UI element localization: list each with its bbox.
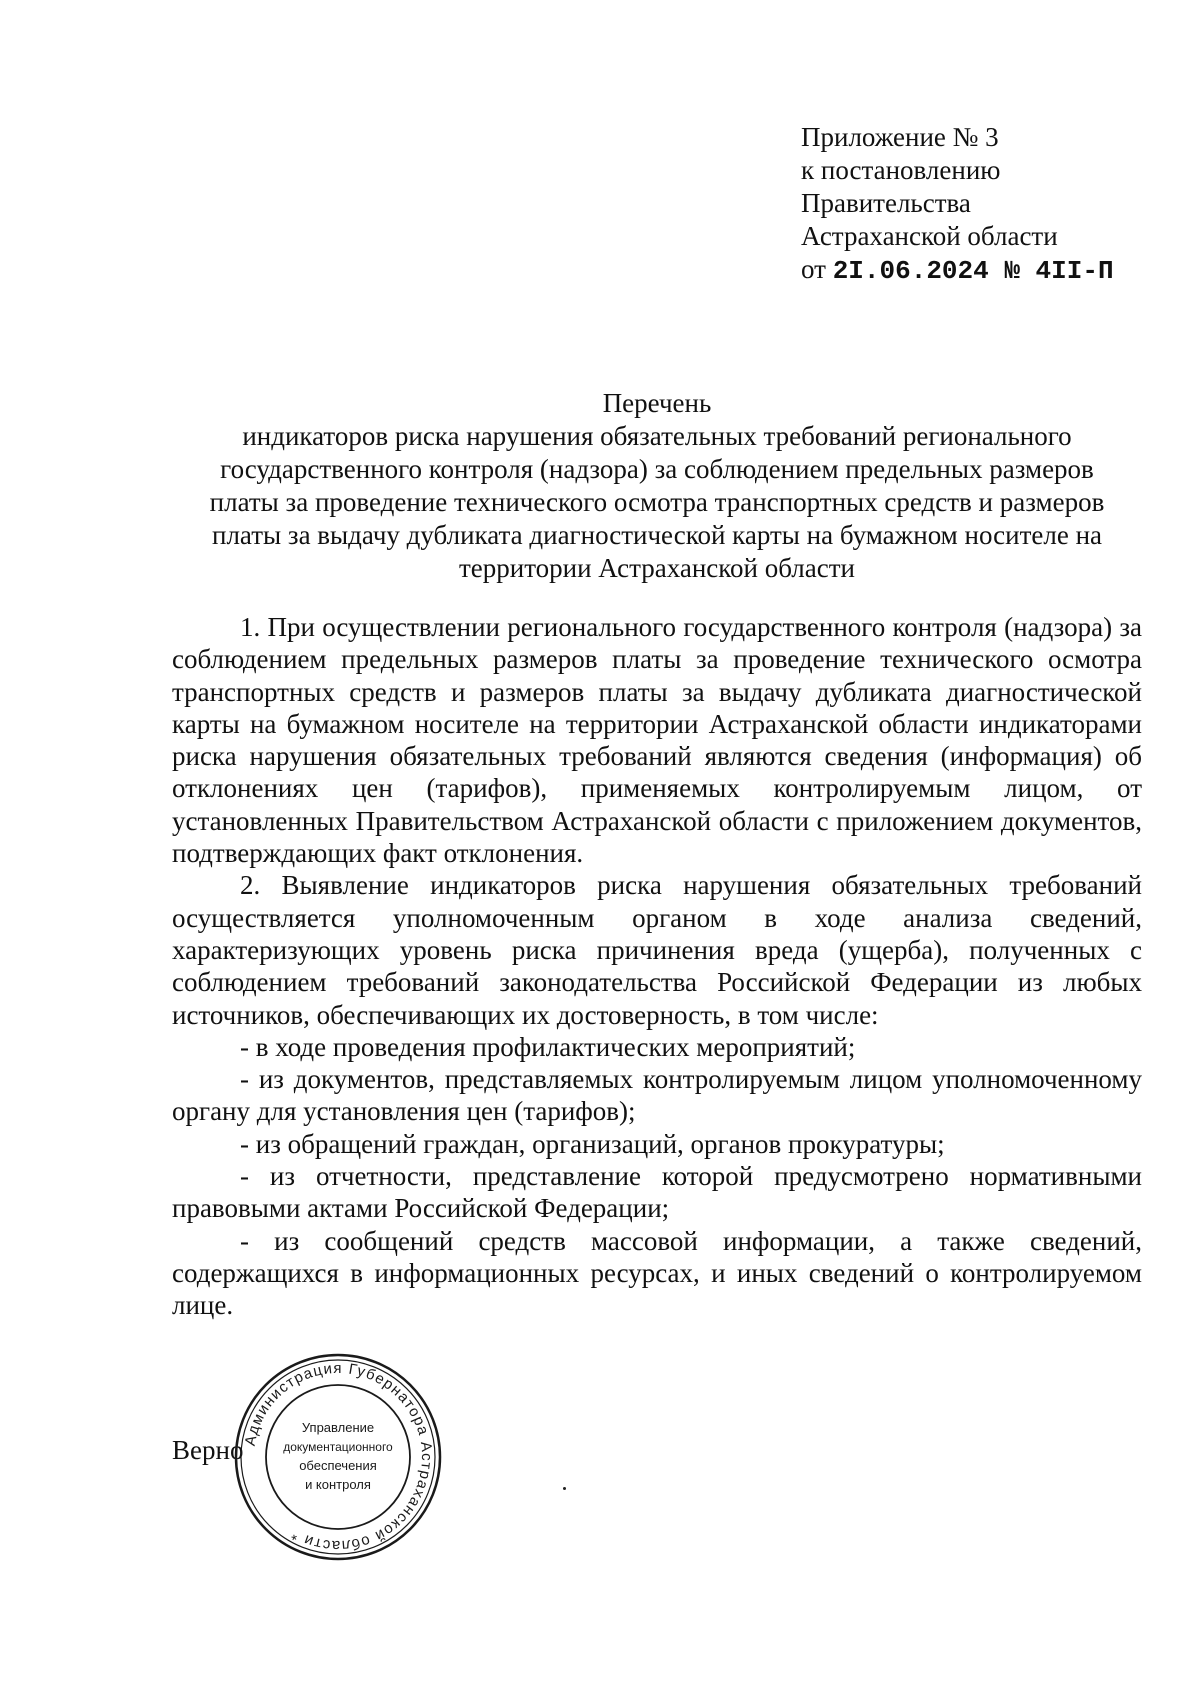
seal-inner-ring (266, 1385, 410, 1529)
appendix-number: Приложение № 3 (801, 122, 999, 152)
appendix-header (801, 121, 1114, 288)
paragraph-2: 2. Выявление индикаторов риска нарушения обязательных требований осуществляется уполномоченным органом в ходе анализа сведений, характеризующих уровень риска причинения вреда (ущерба), полученных с соблюдением требований законодательства Российской Федерации из любых источников, обеспечивающих их достоверность, в том числе: (172, 870, 1142, 1030)
title-line-4: платы за проведение технического осмотра транспортных средств и размеров (209, 487, 1105, 517)
title-line-3: государственного контроля (надзора) за соблюдением предельных размеров (220, 454, 1094, 484)
appendix-date-prefix: от (801, 254, 826, 284)
appendix-date-number: 2I.06.2024 № 4II-П (832, 256, 1114, 286)
seal-center-line-4: и контроля (305, 1477, 371, 1492)
title-line-1: Перечень (602, 388, 712, 418)
paragraph-1: 1. При осуществлении регионального государственного контроля (надзора) за соблюдением предельных размеров платы за проведение технического осмотра транспортных средств и размеров платы за выдачу дубликата диагностической карты на бумажном носителе на территории Астраханской области индикаторами риска нарушения обязательных требований являются сведения (информация) об отклонениях цен (тарифов), применяемых контролируемым лицом, от установленных Правительством Астраханской области с приложением документов, подтверждающих факт отклонения. (172, 612, 1142, 869)
title-line-6: территории Астраханской области (458, 553, 855, 583)
document-title (172, 387, 1142, 585)
appendix-region: Астраханской области (801, 221, 1058, 251)
title-line-2: индикаторов риска нарушения обязательных требований регионального (242, 421, 1072, 451)
seal-center-line-2: документационного (283, 1440, 393, 1454)
document-body (172, 611, 1142, 1322)
list-item-3: - из обращений граждан, организаций, органов прокуратуры; (240, 1128, 945, 1159)
list-item-4: - из отчетности, представление которой предусмотрено нормативными правовыми актами Российской Федерации; (172, 1161, 1142, 1224)
list-item-2: - из документов, представляемых контролируемым лицом уполномоченному органу для установления цен (тарифов); (172, 1064, 1142, 1127)
list-item-1: - в ходе проведения профилактических мероприятий; (240, 1031, 856, 1062)
list-item-5: - из сообщений средств массовой информации, а также сведений, содержащихся в информационных ресурсах, и иных сведений о контролируемом лице. (172, 1225, 1142, 1321)
seal-center-line-3: обеспечения (299, 1458, 377, 1473)
appendix-government: Правительства (801, 188, 971, 218)
certification-mark: Верно (172, 1435, 244, 1465)
seal-ring-text: Администрация Губернатора Астраханской области * (241, 1359, 436, 1555)
title-line-5: платы за выдачу дубликата диагностической карты на бумажном носителе на (212, 520, 1102, 550)
seal-center-line-1: Управление (301, 1420, 375, 1435)
stray-ink-dot (563, 1487, 566, 1490)
official-seal-stamp (233, 1352, 443, 1562)
appendix-date-line (801, 253, 1114, 288)
appendix-to-resolution: к постановлению (801, 155, 1001, 185)
